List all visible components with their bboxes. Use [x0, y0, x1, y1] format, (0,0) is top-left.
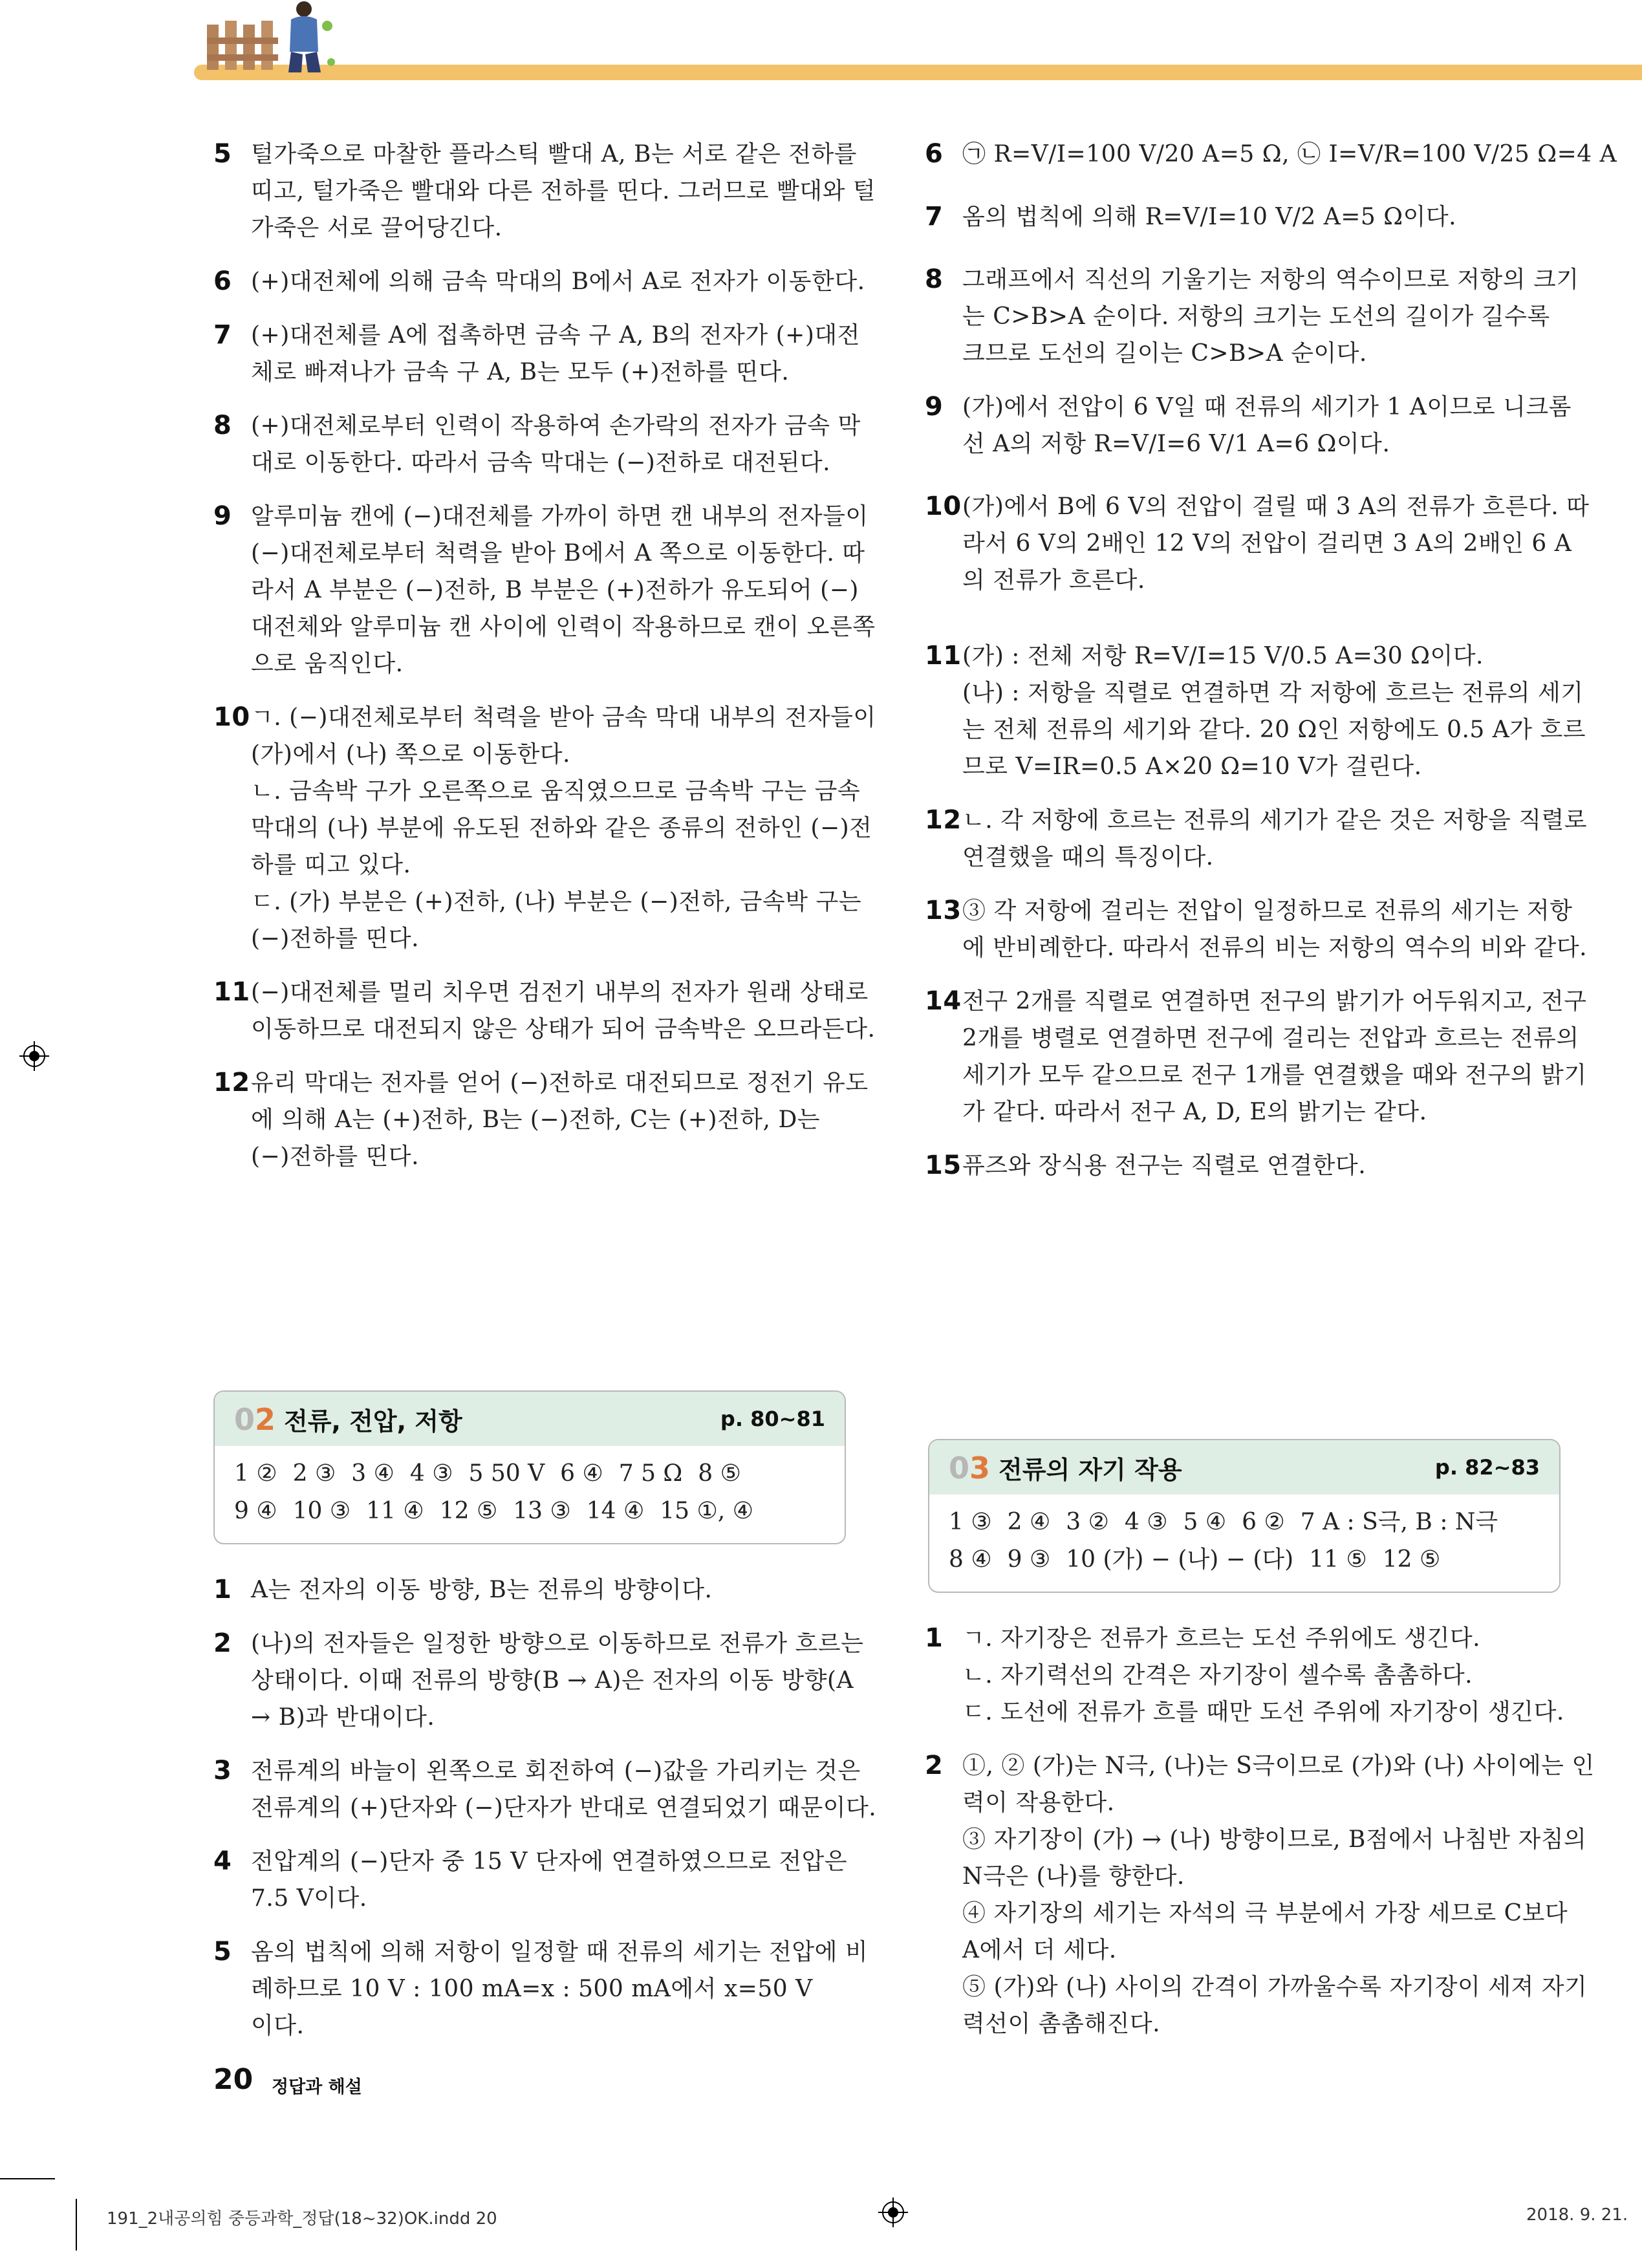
answer-item	[925, 261, 1579, 372]
item-line: (−)전하를 띤다.	[251, 1143, 420, 1170]
section-number: 03	[949, 1450, 991, 1485]
item-number: 5	[213, 1937, 232, 1967]
item-line: 므로 V=IR=0.5 A×20 Ω=10 V가 걸린다.	[962, 753, 1422, 780]
section-number: 02	[234, 1401, 276, 1437]
crop-mark	[0, 2178, 55, 2179]
item-number: 11	[213, 977, 250, 1007]
item-number: 3	[213, 1756, 232, 1786]
item-number: 14	[925, 986, 962, 1016]
item-line: A에서 더 세다.	[962, 1937, 1117, 1963]
item-line: 막대의 (나) 부분에 유도된 전하와 같은 종류의 전하인 (−)전	[251, 815, 872, 841]
item-line: 는 전체 전류의 세기와 같다. 20 Ω인 저항에도 0.5 A가 흐르	[962, 717, 1586, 743]
answer-key	[929, 1495, 1559, 1592]
item-number: 12	[213, 1068, 250, 1097]
registration-mark-icon	[19, 1041, 49, 1071]
item-line: 력선이 촘촘해진다.	[962, 2011, 1161, 2037]
section-title: 전류, 전압, 저항	[284, 1407, 462, 1436]
item-line: 그래프에서 직선의 기울기는 저항의 역수이므로 저항의 크기	[962, 266, 1579, 293]
section-pages: p. 82~83	[1434, 1455, 1540, 1480]
print-file-info: 191_2내공의힘 중등과학_정답(18~32)OK.indd 20	[107, 2209, 497, 2229]
answer-item	[213, 317, 860, 391]
item-line: (+)대전체로부터 인력이 작용하여 손가락의 전자가 금속 막	[251, 413, 861, 439]
item-line: 전압계의 (−)단자 중 15 V 단자에 연결하였으므로 전압은	[251, 1848, 848, 1875]
item-line: ㄷ. (가) 부분은 (+)전하, (나) 부분은 (−)전하, 금속박 구는	[251, 889, 862, 915]
item-line: (가)에서 전압이 6 V일 때 전류의 세기가 1 A이므로 니크롬	[962, 394, 1572, 420]
left-column-bottom	[213, 1571, 877, 2061]
answer-item	[213, 263, 865, 300]
item-line: → B)과 반대이다.	[251, 1704, 435, 1731]
item-line: 털가죽으로 마찰한 플라스틱 빨대 A, B는 서로 같은 전하를	[251, 141, 858, 167]
item-line: (−)대전체를 멀리 치우면 검전기 내부의 전자가 원래 상태로	[251, 979, 869, 1006]
answer-item	[925, 638, 1586, 785]
item-line: N극은 (나)를 향한다.	[962, 1863, 1185, 1890]
item-number: 7	[213, 320, 232, 350]
item-line: (+)대전체에 의해 금속 막대의 B에서 A로 전자가 이동한다.	[251, 268, 865, 295]
item-line: 7.5 V이다.	[251, 1885, 367, 1912]
section-03-answer-box	[928, 1439, 1561, 1593]
section-title: 전류의 자기 작용	[999, 1455, 1182, 1484]
answer-item	[213, 498, 876, 682]
item-line: 이다.	[251, 2013, 305, 2039]
answer-item	[925, 1747, 1595, 2042]
right-column-top	[925, 136, 1617, 1201]
item-line: 띠고, 털가죽은 빨대와 다른 전하를 띤다. 그러므로 빨대와 털	[251, 178, 876, 204]
item-number: 11	[925, 641, 962, 671]
item-number: 5	[213, 139, 232, 169]
registration-mark-icon	[878, 2198, 908, 2227]
item-line: 라서 A 부분은 (−)전하, B 부분은 (+)전하가 유도되어 (−)	[251, 577, 859, 603]
section-pages: p. 80~81	[720, 1407, 825, 1431]
answer-item	[925, 892, 1588, 966]
item-line: 가죽은 서로 끌어당긴다.	[251, 215, 502, 241]
item-line: 에 반비례한다. 따라서 전류의 비는 저항의 역수의 비와 같다.	[962, 934, 1588, 961]
right-column-bottom	[925, 1620, 1595, 2059]
item-line: (가)에서 (나) 쪽으로 이동한다.	[251, 741, 570, 768]
item-line: 전류계의 바늘이 왼쪽으로 회전하여 (−)값을 가리키는 것은	[251, 1758, 861, 1784]
answer-item	[213, 407, 860, 481]
left-column-top	[213, 136, 876, 1192]
header-bar	[194, 65, 1642, 80]
item-number: 15	[925, 1150, 962, 1180]
item-line: ㄱ. 자기장은 전류가 흐르는 도선 주위에도 생긴다.	[962, 1625, 1481, 1652]
item-number: 12	[925, 805, 962, 835]
item-line: 상태이다. 이때 전류의 방향(B → A)은 전자의 이동 방향(A	[251, 1667, 854, 1694]
item-line: ㄱ. (−)대전체로부터 척력을 받아 금속 막대 내부의 전자들이	[251, 704, 876, 731]
section-02-answer-box	[213, 1390, 846, 1544]
answer-item	[213, 1934, 869, 2044]
item-line: 력이 작용한다.	[962, 1789, 1115, 1816]
answer-row: 8 ④ 9 ③ 10 (가) − (나) − (다) 11 ⑤ 12 ⑤	[949, 1546, 1441, 1573]
item-number: 1	[213, 1575, 232, 1604]
item-number: 9	[213, 501, 232, 531]
section-02-header	[215, 1392, 845, 1446]
item-line: 전류계의 (+)단자와 (−)단자가 반대로 연결되었기 때문이다.	[251, 1795, 877, 1821]
answer-item	[925, 983, 1587, 1130]
answer-item	[925, 488, 1590, 599]
item-line: 옴의 법칙에 의해 저항이 일정할 때 전류의 세기는 전압에 비	[251, 1939, 869, 1965]
item-number: 7	[925, 202, 944, 232]
answer-item	[213, 974, 876, 1048]
answer-item	[213, 1625, 864, 1736]
item-line: (−)대전체로부터 척력을 받아 B에서 A 쪽으로 이동한다. 따	[251, 540, 865, 567]
item-number: 8	[213, 411, 232, 440]
answer-key	[215, 1446, 845, 1543]
item-number: 10	[213, 702, 250, 732]
item-line: 세기가 모두 같으므로 전구 1개를 연결했을 때와 전구의 밝기	[962, 1062, 1587, 1088]
item-line: (나)의 전자들은 일정한 방향으로 이동하므로 전류가 흐르는	[251, 1630, 864, 1657]
answer-item	[213, 699, 876, 957]
item-line: ⑤ (가)와 (나) 사이의 간격이 가까울수록 자기장이 세져 자기	[962, 1974, 1588, 2000]
item-line: 선 A의 저항 R=V/I=6 V/1 A=6 Ω이다.	[962, 431, 1390, 457]
item-line: ㄴ. 금속박 구가 오른쪽으로 움직였으므로 금속박 구는 금속	[251, 778, 861, 805]
answer-item	[213, 136, 876, 246]
answer-item	[925, 802, 1588, 876]
item-line: 대전체와 알루미늄 캔 사이에 인력이 작용하므로 캔이 오른쪽	[251, 614, 876, 640]
item-line: (가)에서 B에 6 V의 전압이 걸릴 때 3 A의 전류가 흐른다. 따	[962, 493, 1590, 520]
item-line: (−)전하를 띤다.	[251, 925, 420, 952]
answer-item	[925, 1147, 1572, 1184]
item-line: ①, ② (가)는 N극, (나)는 S극이므로 (가)와 (나) 사이에는 인	[962, 1753, 1595, 1779]
item-number: 13	[925, 896, 962, 925]
item-line: A는 전자의 이동 방향, B는 전류의 방향이다.	[251, 1577, 713, 1603]
item-line: ㄴ. 자기력선의 간격은 자기장이 셀수록 촘촘하다.	[962, 1662, 1473, 1689]
item-line: 대로 이동한다. 따라서 금속 막대는 (−)전하로 대전된다.	[251, 449, 831, 476]
item-line: 알루미늄 캔에 (−)대전체를 가까이 하면 캔 내부의 전자들이	[251, 503, 869, 530]
item-line: ③ 각 저항에 걸리는 전압이 일정하므로 전류의 세기는 저항	[962, 898, 1573, 924]
item-line: 하를 띠고 있다.	[251, 852, 411, 878]
answer-item	[925, 136, 1617, 173]
item-line: 퓨즈와 장식용 전구는 직렬로 연결한다.	[962, 1152, 1367, 1179]
answer-item	[213, 1571, 860, 1608]
item-number: 6	[925, 139, 944, 169]
page-label: 정답과 해설	[272, 2077, 362, 2097]
item-number: 2	[213, 1628, 232, 1658]
answer-item	[213, 1753, 877, 1826]
item-line: 크므로 도선의 길이는 C>B>A 순이다.	[962, 340, 1367, 367]
answer-row: 1 ③ 2 ④ 3 ② 4 ③ 5 ④ 6 ② 7 A : S극, B : N극	[949, 1509, 1498, 1535]
item-line: (나) : 저항을 직렬로 연결하면 각 저항에 흐르는 전류의 세기	[962, 680, 1584, 706]
item-number: 10	[925, 491, 962, 521]
item-line: 전구 2개를 직렬로 연결하면 전구의 밝기가 어두워지고, 전구	[962, 988, 1587, 1015]
item-number: 2	[925, 1751, 944, 1780]
answer-item	[213, 1843, 860, 1917]
answer-row: 9 ④ 10 ③ 11 ④ 12 ⑤ 13 ③ 14 ④ 15 ①, ④	[234, 1498, 753, 1524]
answer-item	[925, 389, 1572, 462]
item-line: 의 전류가 흐른다.	[962, 567, 1145, 594]
item-number: 1	[925, 1623, 944, 1653]
item-line: 가 같다. 따라서 전구 A, D, E의 밝기는 같다.	[962, 1099, 1427, 1125]
print-date: 2018. 9. 21.	[1526, 2205, 1628, 2225]
item-line: 2개를 병렬로 연결하면 전구에 걸리는 전압과 흐르는 전류의	[962, 1025, 1579, 1052]
answer-row: 1 ② 2 ③ 3 ④ 4 ③ 5 50 V 6 ④ 7 5 Ω 8 ⑤	[234, 1460, 741, 1487]
crop-mark	[76, 2199, 77, 2251]
item-line: 체로 빠져나가 금속 구 A, B는 모두 (+)전하를 띤다.	[251, 359, 790, 385]
answer-item	[925, 199, 1572, 235]
item-line: ③ 자기장이 (가) → (나) 방향이므로, B점에서 나침반 자침의	[962, 1826, 1587, 1853]
item-line: ④ 자기장의 세기는 자석의 극 부분에서 가장 세므로 C보다	[962, 1900, 1568, 1927]
item-line: 으로 움직인다.	[251, 651, 404, 677]
item-line: ㄷ. 도선에 전류가 흐를 때만 도선 주위에 자기장이 생긴다.	[962, 1699, 1564, 1725]
item-line: 는 C>B>A 순이다. 저항의 크기는 도선의 길이가 길수록	[962, 303, 1550, 330]
item-line: 례하므로 10 V : 100 mA=x : 500 mA에서 x=50 V	[251, 1976, 813, 2002]
answer-item	[213, 1064, 869, 1175]
page-number: 20	[213, 2063, 254, 2096]
item-number: 9	[925, 392, 944, 422]
item-line: (가) : 전체 저항 R=V/I=15 V/0.5 A=30 Ω이다.	[962, 643, 1484, 669]
item-line: 연결했을 때의 특징이다.	[962, 844, 1214, 870]
item-line: 옴의 법칙에 의해 R=V/I=10 V/2 A=5 Ω이다.	[962, 204, 1457, 230]
item-number: 4	[213, 1846, 232, 1876]
section-03-header	[929, 1440, 1559, 1495]
item-line: 라서 6 V의 2배인 12 V의 전압이 걸리면 3 A의 2배인 6 A	[962, 530, 1572, 557]
item-line: ㉠ R=V/I=100 V/20 A=5 Ω, ㉡ I=V/R=100 V/25 Ω=4 A	[962, 141, 1617, 167]
item-line: 에 의해 A는 (+)전하, B는 (−)전하, C는 (+)전하, D는	[251, 1107, 821, 1133]
item-number: 8	[925, 265, 944, 294]
item-line: 이동하므로 대전되지 않은 상태가 되어 금속박은 오므라든다.	[251, 1016, 876, 1042]
item-line: (+)대전체를 A에 접촉하면 금속 구 A, B의 전자가 (+)대전	[251, 322, 860, 349]
item-line: 유리 막대는 전자를 얻어 (−)전하로 대전되므로 정전기 유도	[251, 1070, 869, 1096]
gardener-illustration	[272, 0, 336, 78]
item-line: ㄴ. 각 저항에 흐르는 전류의 세기가 같은 것은 저항을 직렬로	[962, 807, 1588, 834]
answer-item	[925, 1620, 1572, 1731]
item-number: 6	[213, 266, 232, 296]
